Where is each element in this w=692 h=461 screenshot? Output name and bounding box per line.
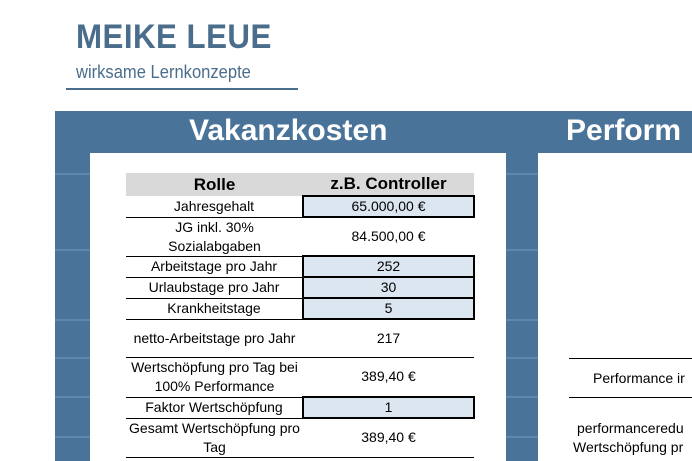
reduction-label: Wertschöpfung pr	[573, 439, 684, 455]
section-title-performance: Perform	[566, 114, 682, 147]
table-row	[126, 277, 474, 298]
row-label: Faktor Wertschöpfung	[126, 397, 303, 418]
arbeitstage-input[interactable]: 252	[303, 256, 474, 277]
row-label: JG inkl. 30% Sozialabgaben	[168, 218, 261, 254]
right-panel	[538, 153, 692, 461]
performance-label: Performance ir	[593, 370, 685, 386]
jahresgehalt-input[interactable]: 65.000,00 €	[303, 196, 474, 217]
table-row	[126, 256, 474, 277]
row-label: Gesamt Wertschöpfung pro Tag	[126, 418, 303, 457]
table-row	[126, 357, 474, 397]
brand-tagline: wirksame Lernkonzepte	[76, 62, 251, 82]
krankheitstage-input[interactable]: 5	[303, 298, 474, 319]
row-label: Jahresgehalt	[126, 196, 303, 217]
row-value: 389,40 €	[303, 357, 474, 397]
row-value: 84.500,00 €	[351, 228, 426, 244]
header-example-role: z.B. Controller	[303, 173, 474, 196]
row-label: Wertschöpfung pro Tag bei 100% Performance	[126, 357, 303, 397]
table-row	[126, 196, 474, 217]
section-title-vakanzkosten: Vakanzkosten	[189, 114, 388, 147]
brand-name: MEIKE LEUE	[76, 18, 272, 56]
faktor-wertschoepfung-input[interactable]: 1	[303, 397, 474, 418]
row-label: netto-Arbeitstage pro Jahr	[133, 329, 296, 346]
row-label: Krankheitstage	[126, 298, 303, 319]
table-row	[126, 217, 474, 256]
table-row	[126, 319, 474, 357]
urlaubstage-input[interactable]: 30	[303, 277, 474, 298]
header-rolle: Rolle	[126, 173, 303, 196]
row-label: Urlaubstage pro Jahr	[126, 277, 303, 298]
performance-divider	[569, 397, 692, 398]
table-row	[126, 298, 474, 319]
table-header-row	[126, 173, 474, 196]
row-label: Arbeitstage pro Jahr	[126, 256, 303, 277]
row-value: 217	[376, 329, 401, 346]
vakanzkosten-table	[126, 173, 475, 458]
brand-underline	[66, 88, 298, 90]
row-value: 389,40 €	[303, 418, 474, 457]
table-row	[126, 397, 474, 418]
reduction-label: performanceredu	[577, 420, 684, 436]
table-row	[126, 418, 474, 457]
performance-divider	[569, 358, 692, 359]
